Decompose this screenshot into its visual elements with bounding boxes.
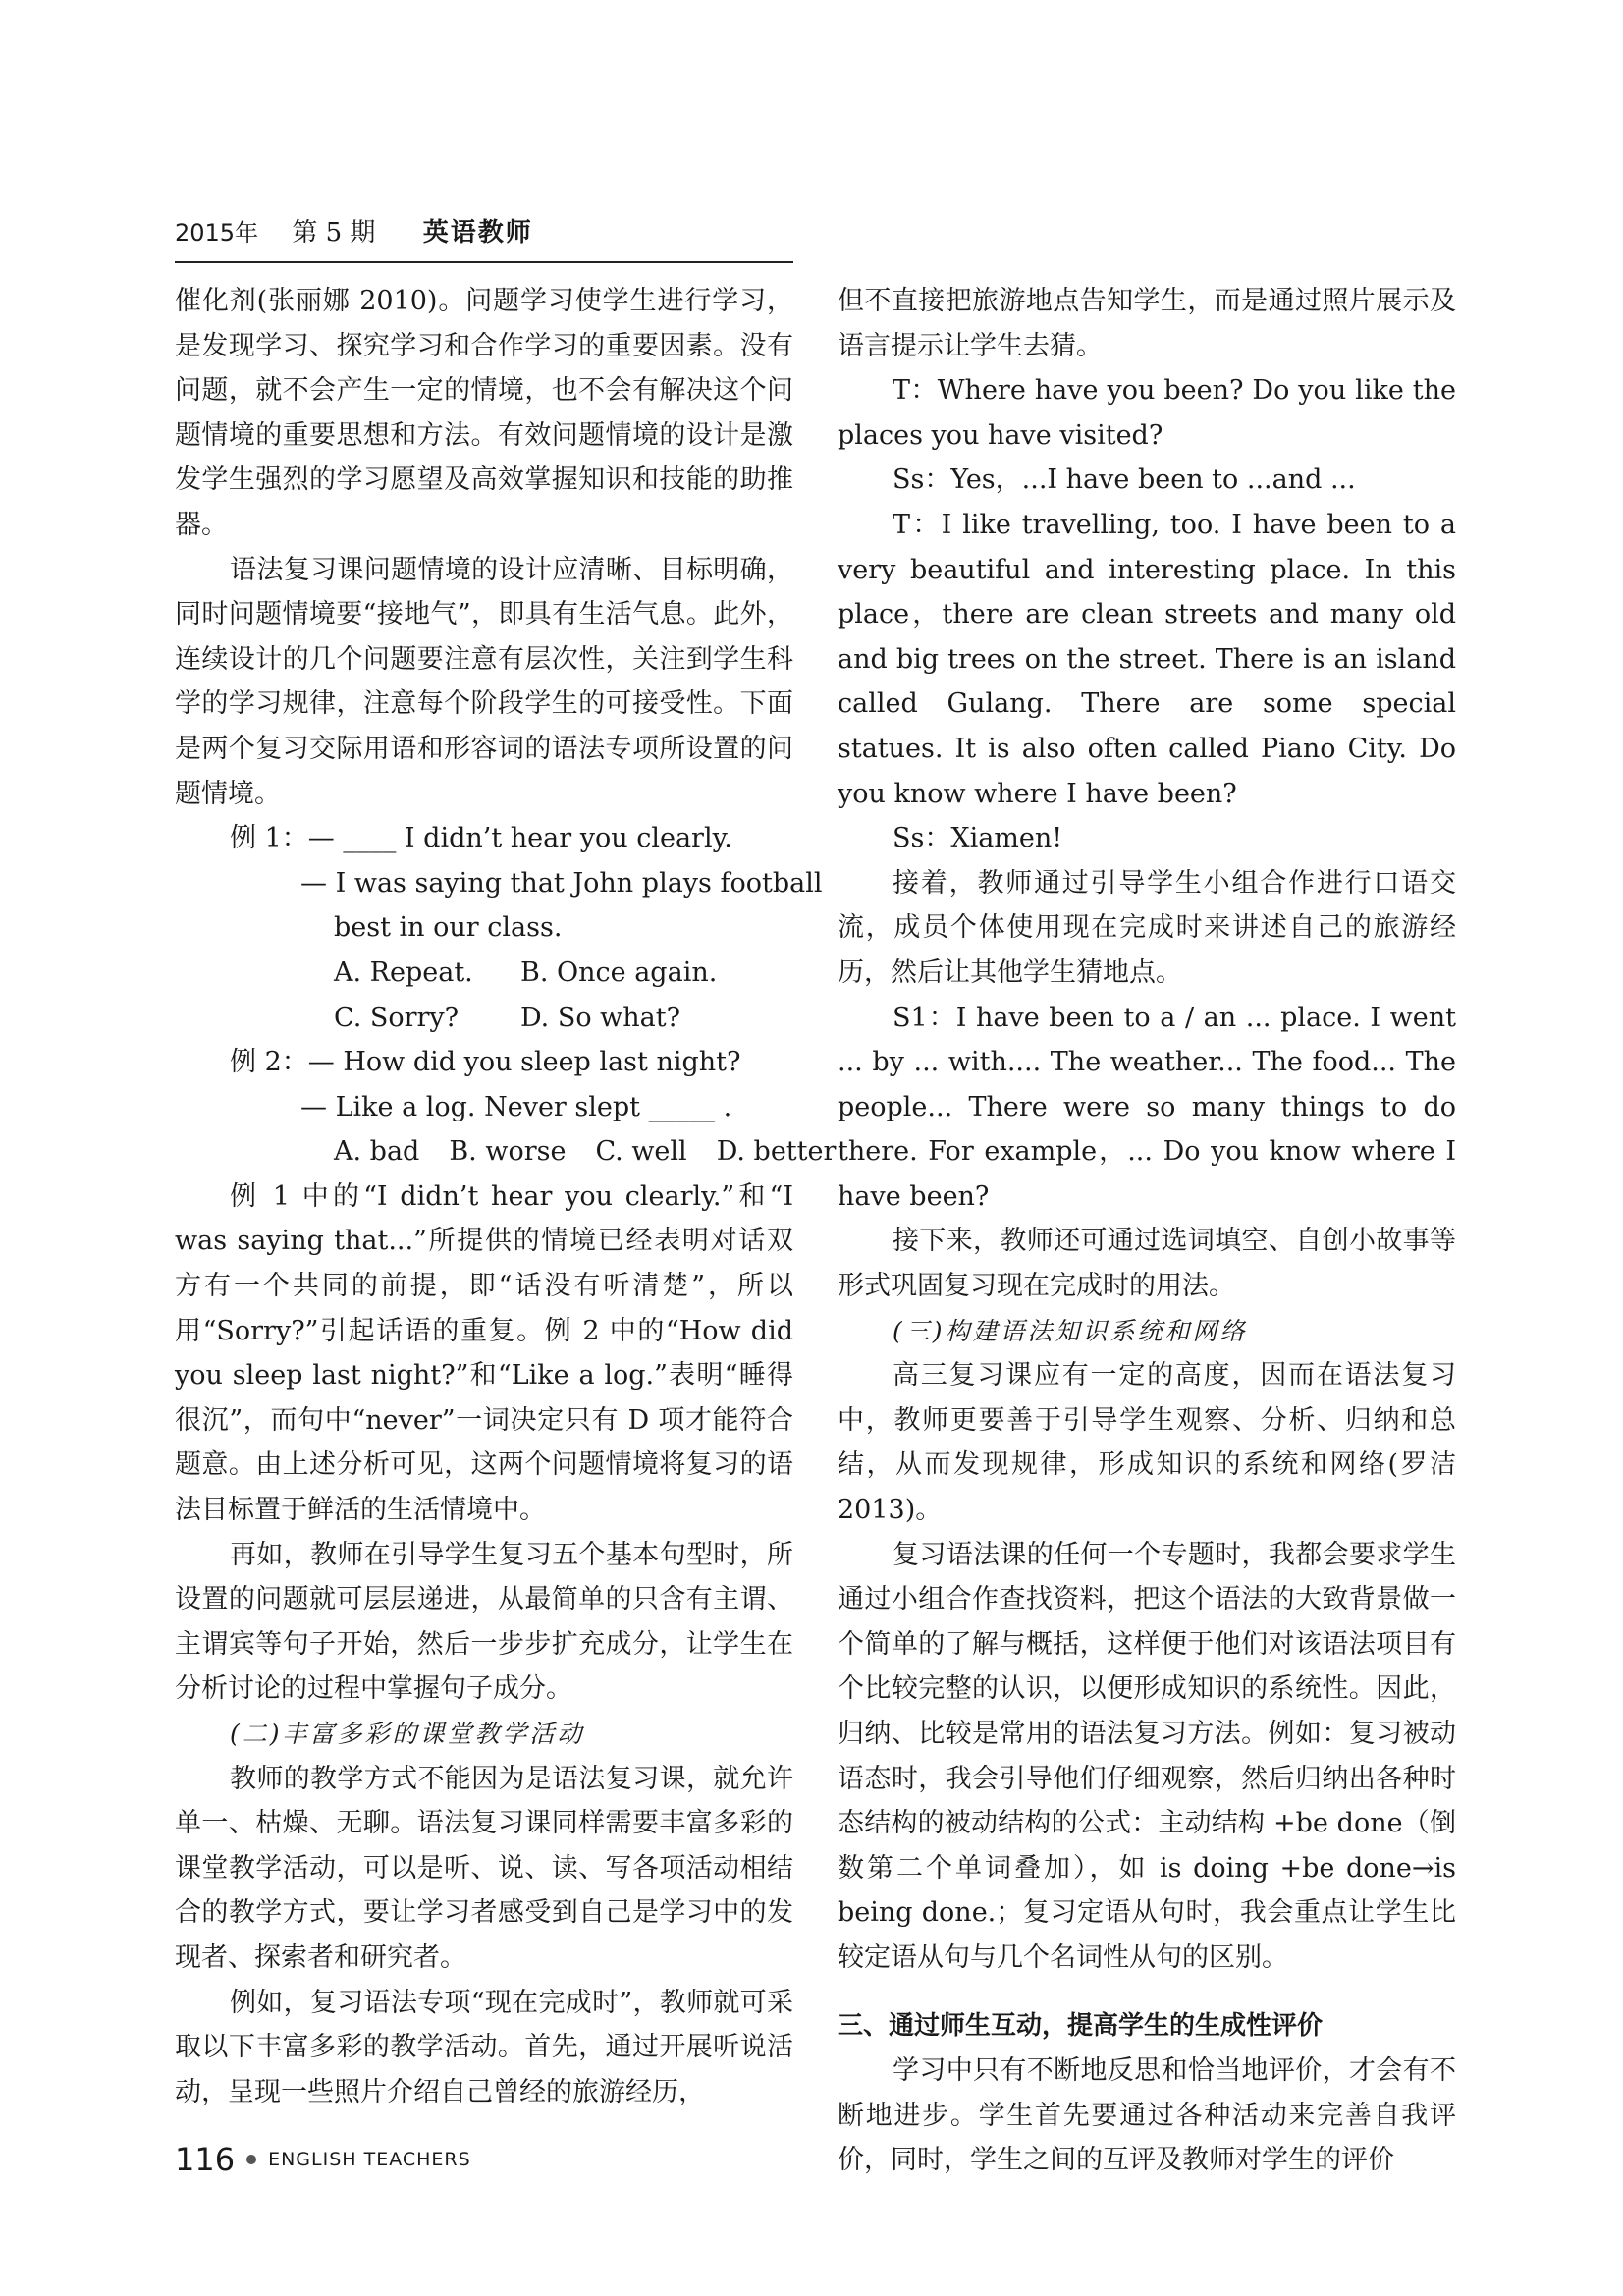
header-year: 2015年 xyxy=(175,219,259,246)
example-1 xyxy=(175,816,823,1040)
paragraph: 但不直接把旅游地点告知学生，而是通过照片展示及语言提示让学生去猜。 xyxy=(838,286,1456,361)
spacer xyxy=(838,1981,1456,2004)
left-column xyxy=(175,279,837,2114)
option-a: A. Repeat. xyxy=(334,957,473,988)
option-d: D. better xyxy=(716,1136,837,1168)
example-options xyxy=(175,951,793,996)
example-line: — I was saying that John plays football xyxy=(300,867,823,899)
header-journal-title: 英语教师 xyxy=(422,218,533,247)
paragraph: 接着，教师通过引导学生小组合作进行口语交流，成员个体使用现在完成时来讲述自己的旅游经历，然后让其他学生猜地点。 xyxy=(838,867,1456,988)
paragraph: 再如，教师在引导学生复习五个基本句型时，所设置的问题就可层层递进，从最简单的只含有主谓、主谓宾等句子开始，然后一步步扩充成分，让学生在分析讨论的过程中掌握句子成分。 xyxy=(175,1539,793,1705)
right-column xyxy=(838,279,1456,2183)
dialogue-line: S1：I have been to a / an ... place. I went ... by ... with.... The weather... The food... The people... There were so many things to do there. For example，... Do you know where I have been? xyxy=(838,1002,1456,1212)
paragraph: 语法复习课问题情境的设计应清晰、目标明确，同时问题情境要“接地气”，即具有生活气息。此外，连续设计的几个问题要注意有层次性，关注到学生科学的学习规律，注意每个阶段学生的可接受性。下面是两个复习交际用语和形容词的语法专项所设置的问题情境。 xyxy=(175,554,793,809)
paragraph: 高三复习课应有一定的高度，因而在语法复习中，教师更要善于引导学生观察、分析、归纳和总结，从而发现规律，形成知识的系统和网络(罗洁 2013)。 xyxy=(838,1360,1456,1526)
running-header xyxy=(175,212,793,255)
bullet-dot-icon xyxy=(246,2155,256,2164)
example-line: best in our class. xyxy=(334,912,563,944)
paragraph: 例如，复习语法专项“现在完成时”，教师就可采取以下丰富多彩的教学活动。首先，通过开展听说活动，呈现一些照片介绍自己曾经的旅游经历， xyxy=(175,1987,793,2107)
paragraph: 复习语法课的任何一个专题时，我都会要求学生通过小组合作查找资料，把这个语法的大致背景做一个简单的了解与概括，这样便于他们对该语法项目有个比较完整的认识，以便形成知识的系统性。因此，归纳、比较是常用的语法复习方法。例如：复习被动语态时，我会引导他们仔细观察，然后归纳出各种时态结构的被动结构的公式：主动结构 +be done（倒数第二个单词叠加），如 is doing +be done→is being done.；复习定语从句时，我会重点让学生比较定语从句与几个名词性从句的区别。 xyxy=(838,1539,1456,1973)
example-2 xyxy=(175,1040,837,1175)
paragraph: 学习中只有不断地反思和恰当地评价，才会有不断地进步。学生首先要通过各种活动来完善自我评价，同时，学生之间的互评及教师对学生的评价 xyxy=(838,2055,1456,2176)
example-line: 例 2：— How did you sleep last night? xyxy=(230,1047,741,1078)
option-c: C. well xyxy=(595,1136,687,1168)
dialogue-line: Ss：Yes，...I have been to ...and ... xyxy=(893,465,1356,496)
example-line: 例 1：— ____ I didn’t hear you clearly. xyxy=(230,823,732,854)
example-line: — Like a log. Never slept _____ . xyxy=(300,1091,732,1122)
header-issue: 第 5 期 xyxy=(292,218,376,247)
running-footer xyxy=(175,2141,471,2180)
dialogue-line: T：Where have you been? Do you like the places you have visited? xyxy=(838,375,1456,451)
header-rule xyxy=(175,261,793,263)
paragraph: 教师的教学方式不能因为是语法复习课，就允许单一、枯燥、无聊。语法复习课同样需要丰富多彩的课堂教学活动，可以是听、说、读、写各项活动相结合的教学方式，要让学习者感受到自己是学习中的发现者、探索者和研究者。 xyxy=(175,1763,793,1973)
paragraph: 例 1 中的“I didn’t hear you clearly.”和“I was saying that...”所提供的情境已经表明对话双方有一个共同的前提，即“话没有听清楚”，所以用“Sorry?”引起话语的重复。例 2 中的“How did you sleep last night?”和“Like a log.”表明“睡得很沉”，而句中“never”一词决定只有 D 项才能符合题意。由上述分析可见，这两个问题情境将复习的语法目标置于鲜活的生活情境中。 xyxy=(175,1180,793,1526)
example-options xyxy=(175,996,793,1041)
subsection-heading: (二)丰富多彩的课堂教学活动 xyxy=(230,1720,585,1748)
section-heading: 三、通过师生互动，提高学生的生成性评价 xyxy=(838,2010,1324,2041)
paragraph: 接下来，教师还可通过选词填空、自创小故事等形式巩固复习现在完成时的用法。 xyxy=(838,1226,1456,1302)
example-options xyxy=(175,1129,837,1175)
option-b: B. worse xyxy=(449,1136,567,1168)
option-d: D. So what? xyxy=(520,1002,681,1033)
subsection-heading: (三)构建语法知识系统和网络 xyxy=(893,1316,1248,1345)
dialogue-line: Ss：Xiamen! xyxy=(893,823,1063,854)
option-b: B. Once again. xyxy=(520,957,718,988)
option-a: A. bad xyxy=(334,1136,420,1168)
option-c: C. Sorry? xyxy=(334,1002,460,1033)
paragraph: 催化剂(张丽娜 2010)。问题学习使学生进行学习，是发现学习、探究学习和合作学习的重要因素。没有问题，就不会产生一定的情境，也不会有解决这个问题情境的重要思想和方法。有效问题情境的设计是激发学生强烈的学习愿望及高效掌握知识和技能的助推器。 xyxy=(175,286,793,540)
page-number: 116 xyxy=(175,2141,236,2178)
footer-journal-title: ENGLISH TEACHERS xyxy=(268,2149,471,2170)
dialogue-line: T：I like travelling, too. I have been to a very beautiful and interesting place. In this place，there are clean streets and many old and big trees on the street. There is an island called Gulang. There are some special statues. It is also often called Piano City. Do you know where I have been? xyxy=(838,509,1456,809)
